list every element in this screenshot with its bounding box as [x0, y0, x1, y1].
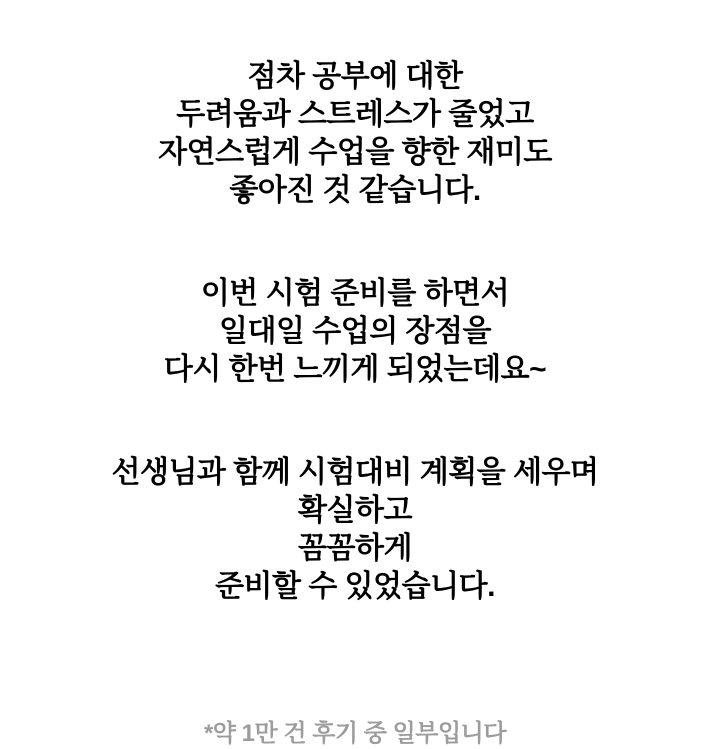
footnote: *약 1만 건 후기 중 일부입니다	[203, 720, 507, 747]
testimonial-line: 두려움과 스트레스가 줄었고	[176, 98, 534, 131]
testimonial-line: 준비할 수 있었습니다.	[215, 570, 495, 603]
testimonial-line: 이번 시험 준비를 하면서	[200, 277, 510, 310]
testimonial-line: 좋아진 것 같습니다.	[229, 174, 481, 207]
testimonial-line: 점차 공부에 대한	[247, 60, 463, 93]
testimonial-paragraph-1	[158, 58, 552, 210]
testimonial-line: 꼼꼼하게	[298, 532, 412, 565]
testimonial-line: 다시 한번 느끼게 되었는데요~	[163, 353, 547, 386]
testimonial-line: 자연스럽게 수업을 향한 재미도	[158, 136, 552, 169]
testimonial-paragraph-2	[164, 275, 546, 389]
testimonial-line: 일대일 수업의 장점을	[218, 315, 491, 348]
testimonial-paragraph-3	[111, 454, 598, 606]
testimonial-line: 확실하고	[298, 494, 412, 527]
testimonial-line: 선생님과 함께 시험대비 계획을 세우며	[111, 456, 599, 489]
